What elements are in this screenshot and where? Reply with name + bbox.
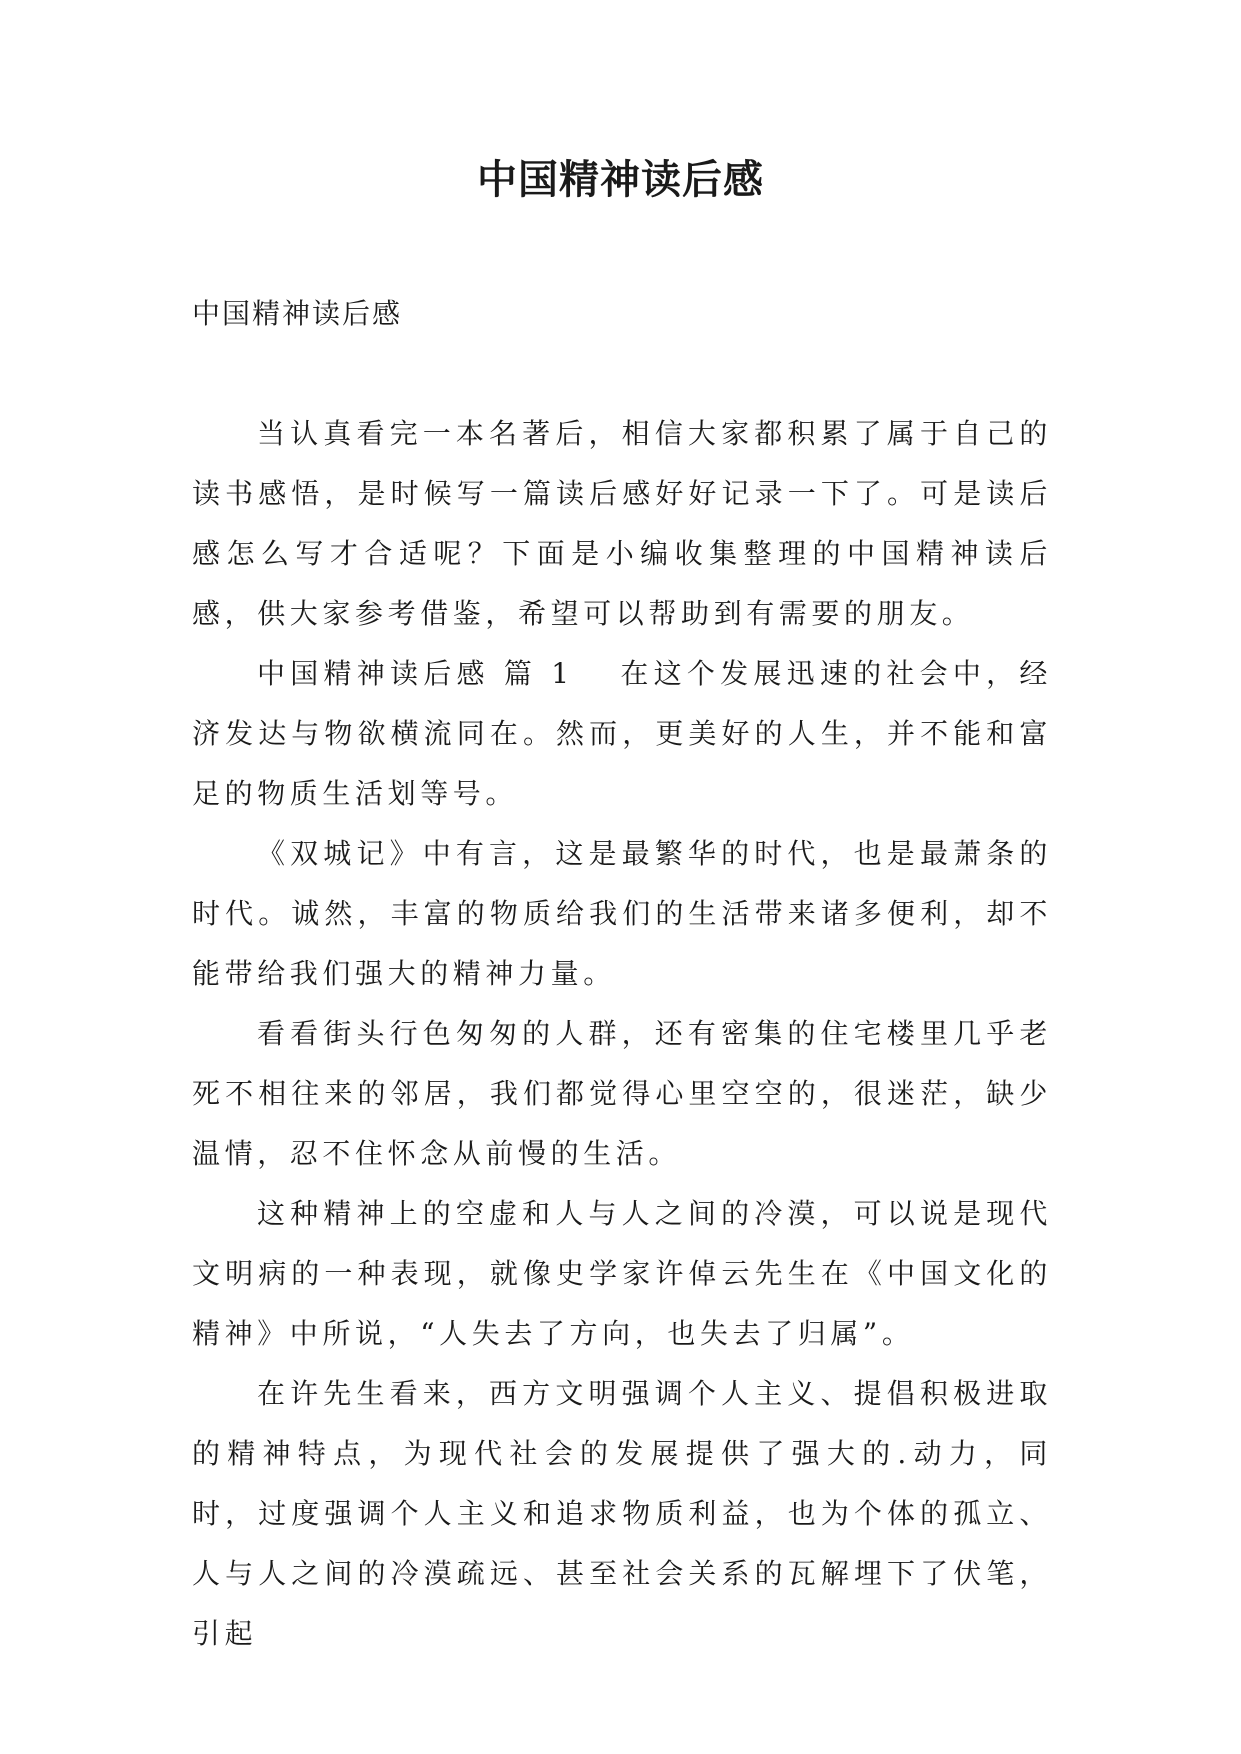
document-subtitle: 中国精神读后感 xyxy=(192,297,403,330)
section-heading: 中国精神读后感 篇 1 xyxy=(257,657,574,690)
document-title: 中国精神读后感 xyxy=(477,157,764,203)
paragraph-street: 看看街头行色匆匆的人群，还有密集的住宅楼里几乎老死不相往来的邻居，我们都觉得心里空空的，很迷茫，缺少温情，忍不住怀念从前慢的生活。 xyxy=(192,1017,1052,1170)
document-body xyxy=(192,404,1052,1664)
paragraph-intro: 当认真看完一本名著后，相信大家都积累了属于自己的读书感悟，是时候写一篇读后感好好记录一下了。可是读后感怎么写才合适呢？下面是小编收集整理的中国精神读后感，供大家参考借鉴，希望可以帮助到有需要的朋友。 xyxy=(192,417,1052,630)
paragraph-western-civilization: 在许先生看来，西方文明强调个人主义、提倡积极进取的精神特点，为现代社会的发展提供了强大的.动力，同时，过度强调个人主义和追求物质利益，也为个体的孤立、人与人之间的冷漠疏远、甚至社会关系的瓦解埋下了伏笔，引起 xyxy=(192,1377,1052,1650)
paragraph-double-city: 《双城记》中有言，这是最繁华的时代，也是最萧条的时代。诚然，丰富的物质给我们的生活带来诸多便利，却不能带给我们强大的精神力量。 xyxy=(192,837,1052,990)
paragraph-section-1-text: 在这个发展迅速的社会中，经济发达与物欲横流同在。然而，更美好的人生，并不能和富足的物质生活划等号。 xyxy=(192,657,1052,810)
paragraph-section-1 xyxy=(192,644,1052,824)
paragraph-emptiness: 这种精神上的空虚和人与人之间的冷漠，可以说是现代文明病的一种表现，就像史学家许倬云先生在《中国文化的精神》中所说，“人失去了方向，也失去了归属”。 xyxy=(192,1197,1052,1350)
